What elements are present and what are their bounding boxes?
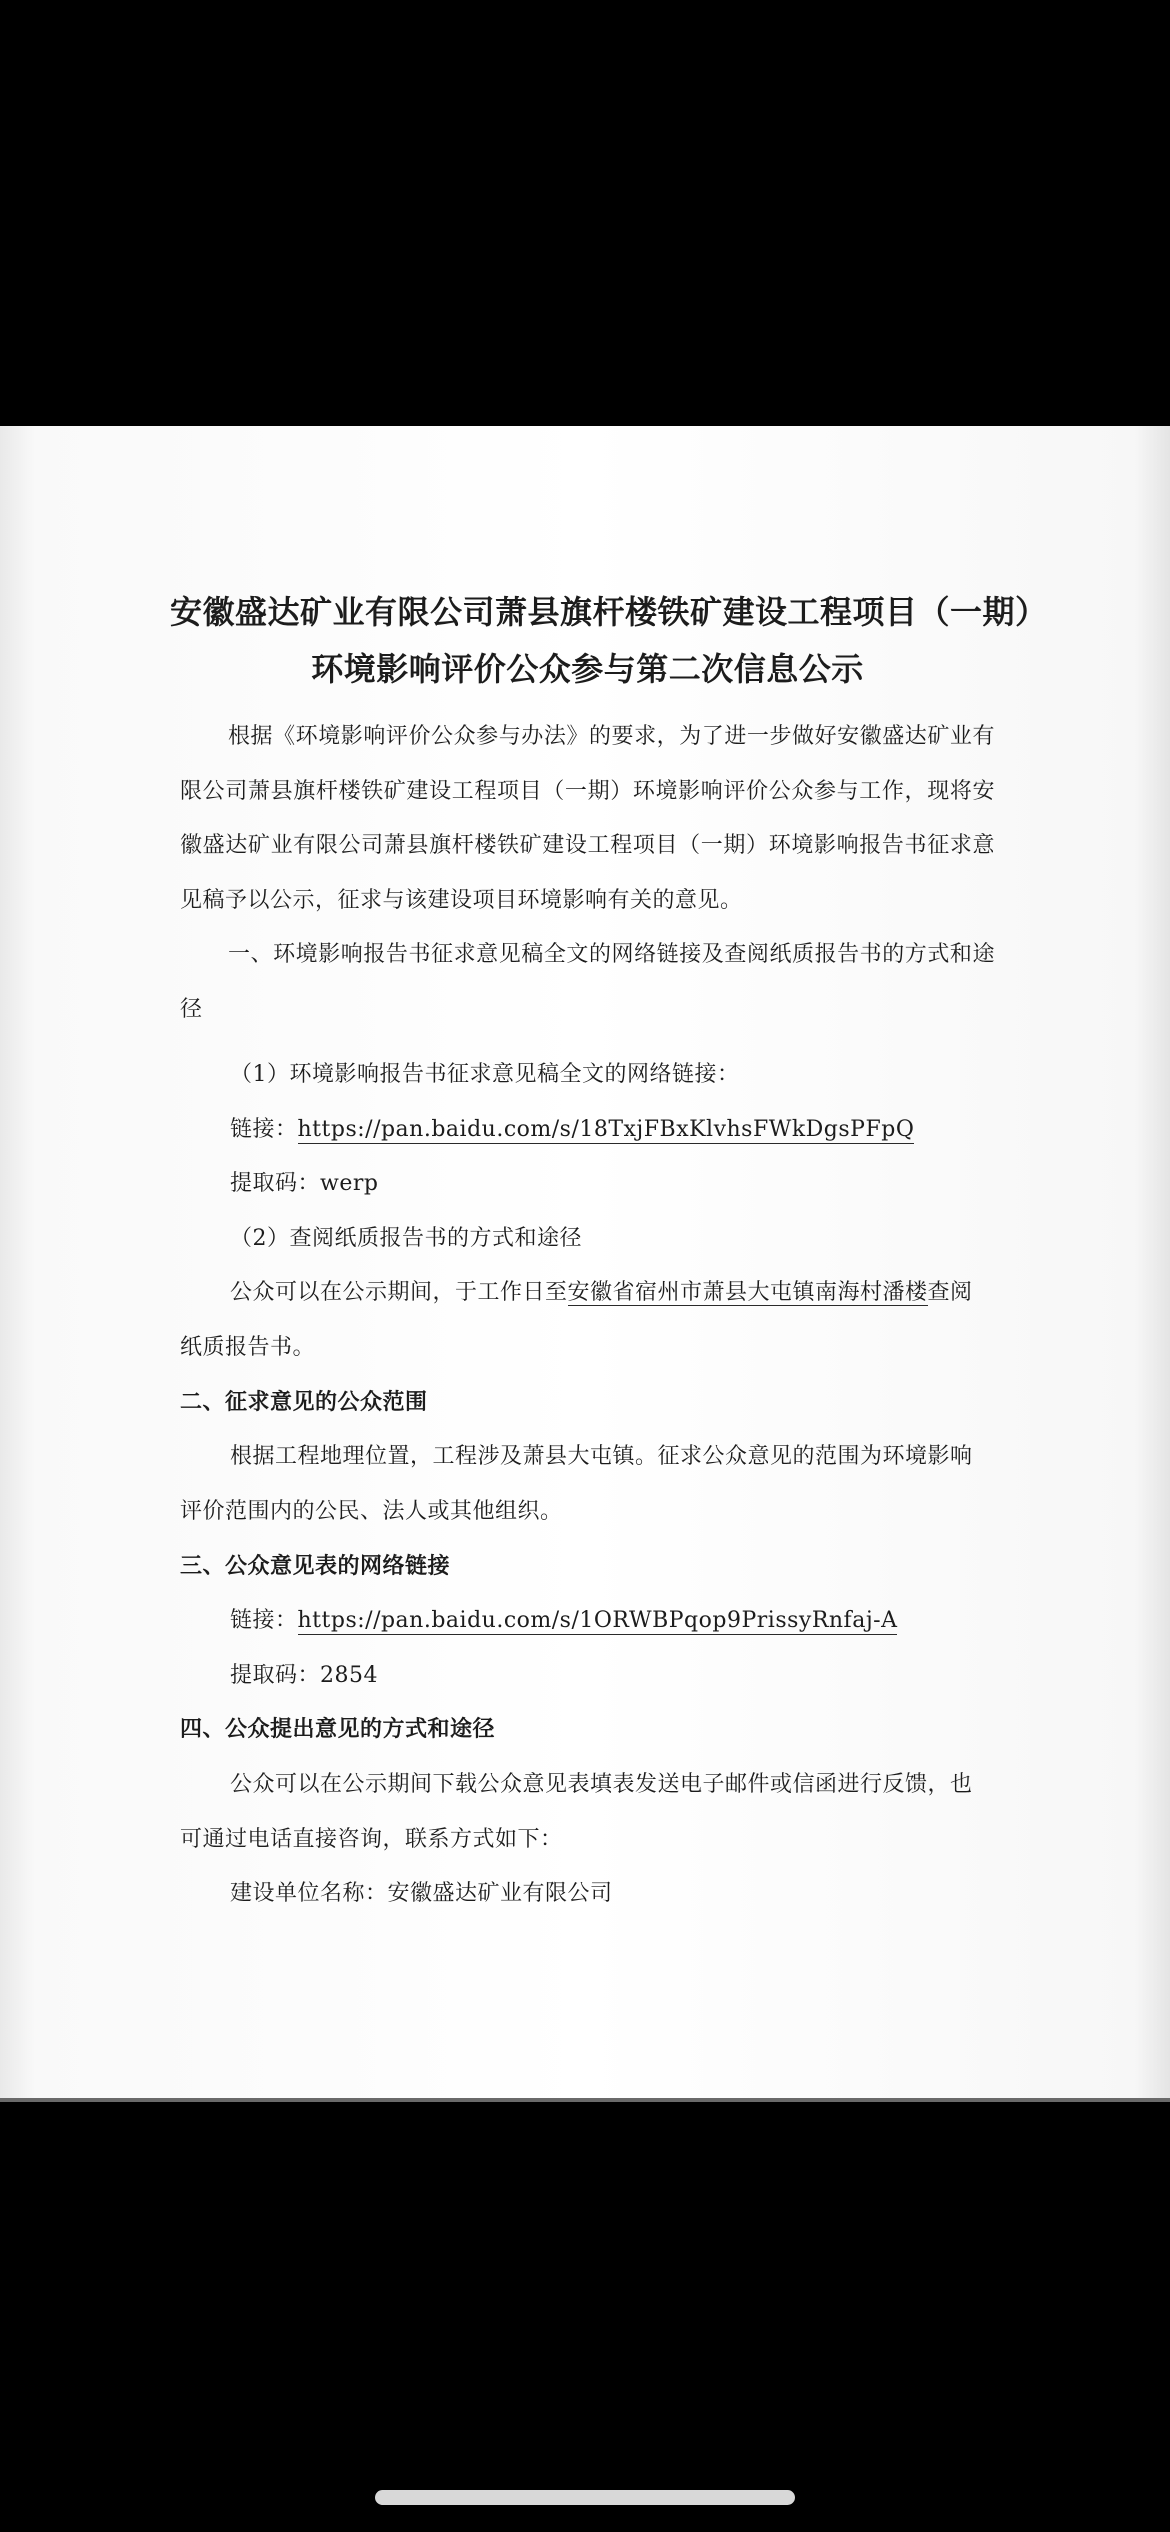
section3-heading: 三、公众意见表的网络链接 bbox=[180, 1553, 451, 1579]
section3-code-value: 2854 bbox=[320, 1663, 379, 1688]
section3-link-line bbox=[230, 1603, 897, 1634]
page-bottom-edge bbox=[0, 2098, 1170, 2102]
section1-code-line bbox=[230, 1166, 378, 1197]
section3-opinion-form-link[interactable]: https://pan.baidu.com/s/1ORWBPqop9PrissyRnfaj-A bbox=[297, 1608, 898, 1633]
section2-line1: 根据工程地理位置，工程涉及萧县大屯镇。征求公众意见的范围为环境影响 bbox=[230, 1444, 973, 1469]
document-photo bbox=[0, 426, 1170, 2102]
section4-unit-line bbox=[230, 1876, 613, 1907]
paper-location: 安徽省宿州市萧县大屯镇南海村潘楼 bbox=[567, 1280, 928, 1305]
section1-code-label: 提取码： bbox=[230, 1171, 321, 1196]
document-title-line1: 安徽盛达矿业有限公司萧县旗杆楼铁矿建设工程项目（一期） bbox=[170, 593, 1048, 631]
section2-heading: 二、征求意见的公众范围 bbox=[180, 1389, 428, 1415]
section2-line2: 评价范围内的公民、法人或其他组织。 bbox=[180, 1499, 563, 1524]
section4-line1: 公众可以在公示期间下载公众意见表填表发送电子邮件或信函进行反馈，也 bbox=[230, 1772, 973, 1797]
unit-name: 安徽盛达矿业有限公司 bbox=[387, 1881, 613, 1906]
section1-sub1-label: （1）环境影响报告书征求意见稿全文的网络链接： bbox=[230, 1062, 740, 1087]
section4-line2: 可通过电话直接咨询，联系方式如下： bbox=[180, 1827, 563, 1852]
section3-link-label: 链接： bbox=[230, 1608, 298, 1633]
home-indicator[interactable] bbox=[375, 2490, 795, 2505]
section1-paper-line2: 纸质报告书。 bbox=[180, 1335, 316, 1360]
section1-sub2-label: （2）查阅纸质报告书的方式和途径 bbox=[230, 1226, 582, 1251]
unit-label: 建设单位名称： bbox=[230, 1881, 388, 1906]
section1-link-line bbox=[230, 1112, 914, 1143]
section1-link-label: 链接： bbox=[230, 1117, 298, 1142]
section1-heading: 一、环境影响报告书征求意见稿全文的网络链接及查阅纸质报告书的方式和途径 bbox=[180, 942, 995, 1022]
section1-code-value: werp bbox=[320, 1171, 379, 1196]
document-title-line2: 环境影响评价公众参与第二次信息公示 bbox=[311, 650, 864, 688]
section3-code-line bbox=[230, 1658, 378, 1689]
section4-heading: 四、公众提出意见的方式和途径 bbox=[180, 1716, 496, 1742]
section1-paper-line1 bbox=[230, 1275, 973, 1306]
intro-paragraph: 根据《环境影响评价公众参与办法》的要求，为了进一步做好安徽盛达矿业有限公司萧县旗杆楼铁矿建设工程项目（一期）环境影响评价公众参与工作，现将安徽盛达矿业有限公司萧县旗杆楼铁矿建设工程项目（一期）环境影响报告书征求意见稿予以公示，征求与该建设项目环境影响有关的意见。 bbox=[180, 724, 995, 913]
section3-code-label: 提取码： bbox=[230, 1663, 321, 1688]
section1-report-link[interactable]: https://pan.baidu.com/s/18TxjFBxKlvhsFWkDgsPFpQ bbox=[297, 1117, 915, 1142]
paper-prefix: 公众可以在公示期间，于工作日至 bbox=[230, 1280, 568, 1305]
paper-suffix: 查阅 bbox=[927, 1280, 973, 1305]
